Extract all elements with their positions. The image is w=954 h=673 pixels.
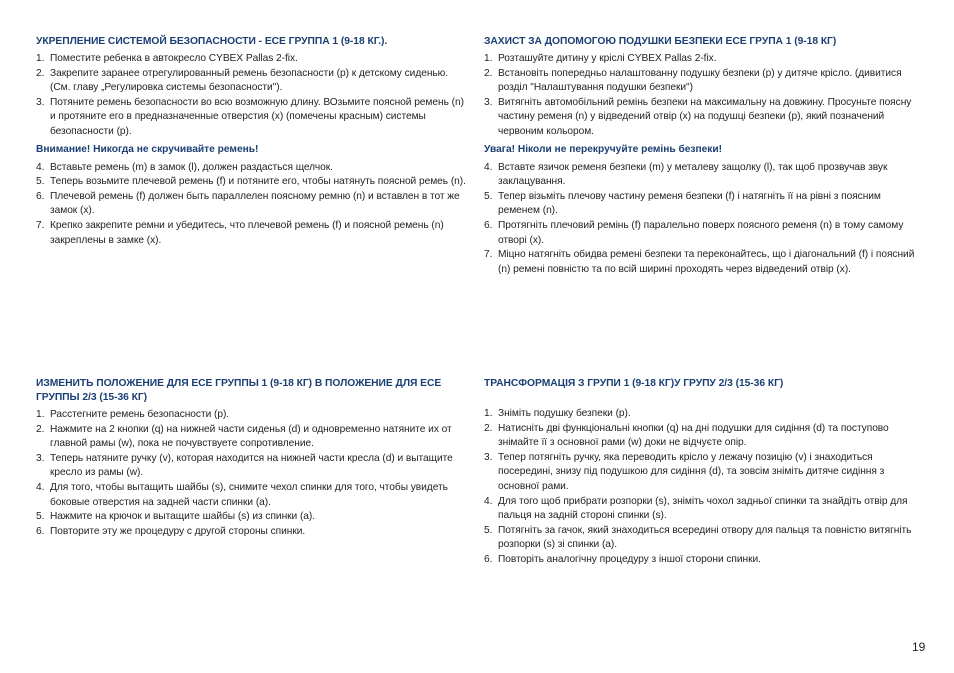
list-item: 4. Для того щоб прибрати розпорки (s), зніміть чохол задньої спинки та знайдіть отвір для пальця на задній стороні спинки (s). <box>484 495 908 522</box>
list-item: 7. Міцно натягніть обидва ремені безпеки та переконайтесь, що і діагональний (f) і поясний (n) ремені повністю та по всій ширині проходять через відведений отвір (x). <box>484 249 915 275</box>
section-heading: ИЗМЕНИТЬ ПОЛОЖЕНИЕ ДЛЯ ECE ГРУППЫ 1 (9-18 КГ) В ПОЛОЖЕНИЕ ДЛЯ ECE ГРУППЫ 2/3 (15-36 КГ) <box>36 378 442 403</box>
list-item: 2. Натисніть дві функціональні кнопки (q) на дні подушки для сидіння (d) та поступово знімайте її з основної рами (w) доки не відчуєте опір. <box>484 422 889 449</box>
list-item: 2. Закрепите заранее отрегулированный ремень безопасности (p) к детскому сиденью. (См. главу „Регулировка системы безопасности"). <box>36 67 449 94</box>
list-item: 5. Тепер візьміть плечову частину ременя безпеки (f) і натягніть її на рівні з поясним ременем (n). <box>484 190 881 217</box>
page-number: 19 <box>912 640 926 654</box>
list-item: 1. Зніміть подушку безпеки (p). <box>484 408 631 419</box>
list-item: 5. Нажмите на крючок и вытащите шайбы (s) из спинки (a). <box>36 511 316 523</box>
list-item: 2. Нажмите на 2 кнопки (q) на нижней части сиденья (d) и одновременно натяните их от главной рамы (w), пока не почувствуете сопротивление. <box>36 423 452 450</box>
section-seatbelt-ua <box>484 35 920 277</box>
list-item: 5. Теперь возьмите плечевой ремень (f) и потяните его, чтобы натянуть поясной ремеь (n). <box>36 176 466 188</box>
list-item: 6. Плечевой ремень (f) должен быть параллелен поясному ремню (n) и вставлен в тот же замок (x). <box>36 190 460 217</box>
warning-text: Увага! Ніколи не перекручуйте ремінь безпеки! <box>484 143 723 155</box>
list-item: 1. Розташуйте дитину у кріслі CYBEX Pallas 2-fix. <box>484 53 717 64</box>
section-heading: ЗАХИСТ ЗА ДОПОМОГОЮ ПОДУШКИ БЕЗПЕКИ ECE ГРУПА 1 (9-18 КГ) <box>484 36 837 47</box>
list-item: 6. Протягніть плечовий ремінь (f) паралельно поверх поясного ременя (n) в тому самому отворі (x). <box>484 219 904 246</box>
list-item: 7. Крепко закрепите ремни и убедитесь, что плечевой ремень (f) и поясной ремень (n) закреплены в замке (x). <box>36 219 444 246</box>
list-item: 1. Расстегните ремень безопасности (p). <box>36 409 230 420</box>
warning-text: Внимание! Никогда не скручивайте ремень! <box>36 143 259 155</box>
section-convert-ru <box>36 377 470 539</box>
section-convert-ua <box>484 377 920 568</box>
list-item: 4. Для того, чтобы вытащить шайбы (s), снимите чехол спинки для того, чтобы увидеть боковые отверстия на задней части спинки (a). <box>36 481 448 508</box>
list-item: 6. Повторіть аналогічну процедуру з іншої сторони спинки. <box>484 553 761 565</box>
list-item: 4. Вставте язичок ременя безпеки (m) у металеву защолку (l), так щоб прозвучав звук заклацування. <box>484 161 888 188</box>
list-item: 3. Тепер потягніть ручку, яка переводить крісло у лежачу позицію (v) і знаходиться посередині, знизу під подушкою для сидіння (d), та зовсім зніміть дитяче сидіння з основної рами. <box>484 451 885 492</box>
instruction-list <box>484 407 920 568</box>
list-item: 5. Потягніть за гачок, який знаходиться всередині отвору для пальця та повністю витягніть розпорки (s) зі спинки (a). <box>484 524 912 551</box>
section-seatbelt-ru <box>36 35 470 248</box>
list-item: 4. Вставьте ремень (m) в замок (l), должен раздасться щелчок. <box>36 161 333 173</box>
instruction-list <box>36 161 470 249</box>
instruction-list <box>484 52 920 140</box>
list-item: 3. Витягніть автомобільний ремінь безпеки на максимальну на довжину. Просуньте поясну частину ременя (n) у відведений отвір (x) на подушці безпеки (p), який позначений червоним кольором. <box>484 96 912 137</box>
list-item: 3. Потяните ремень безопасности во всю возможную длину. ВОзьмите поясной ремень (n) и протяните его в предназначенные отверстия (x) (помечены красным) системы безопасности (p). <box>36 96 464 137</box>
list-item: 3. Теперь натяните ручку (v), которая находится на нижней части кресла (d) и вытащите кресло из рамы (w). <box>36 452 453 479</box>
instruction-list <box>36 408 470 539</box>
list-item: 6. Повторите эту же процедуру с другой стороны спинки. <box>36 525 306 537</box>
list-item: 1. Поместите ребенка в автокресло CYBEX Pallas 2-fix. <box>36 53 298 64</box>
section-heading: УКРЕПЛЕНИЕ СИСТЕМОЙ БЕЗОПАСНОСТИ - ECE ГРУППА 1 (9-18 КГ.). <box>36 36 388 47</box>
list-item: 2. Встановіть попередньо налаштованну подушку безпеки (p) у дитяче крісло. (дивитися розділ "Налаштування подушки безпеки") <box>484 67 902 94</box>
instruction-list <box>36 52 470 140</box>
section-heading: ТРАНСФОРМАЦІЯ З ГРУПИ 1 (9-18 КГ)У ГРУПУ 2/3 (15-36 КГ) <box>484 378 784 389</box>
instruction-list <box>484 161 920 278</box>
